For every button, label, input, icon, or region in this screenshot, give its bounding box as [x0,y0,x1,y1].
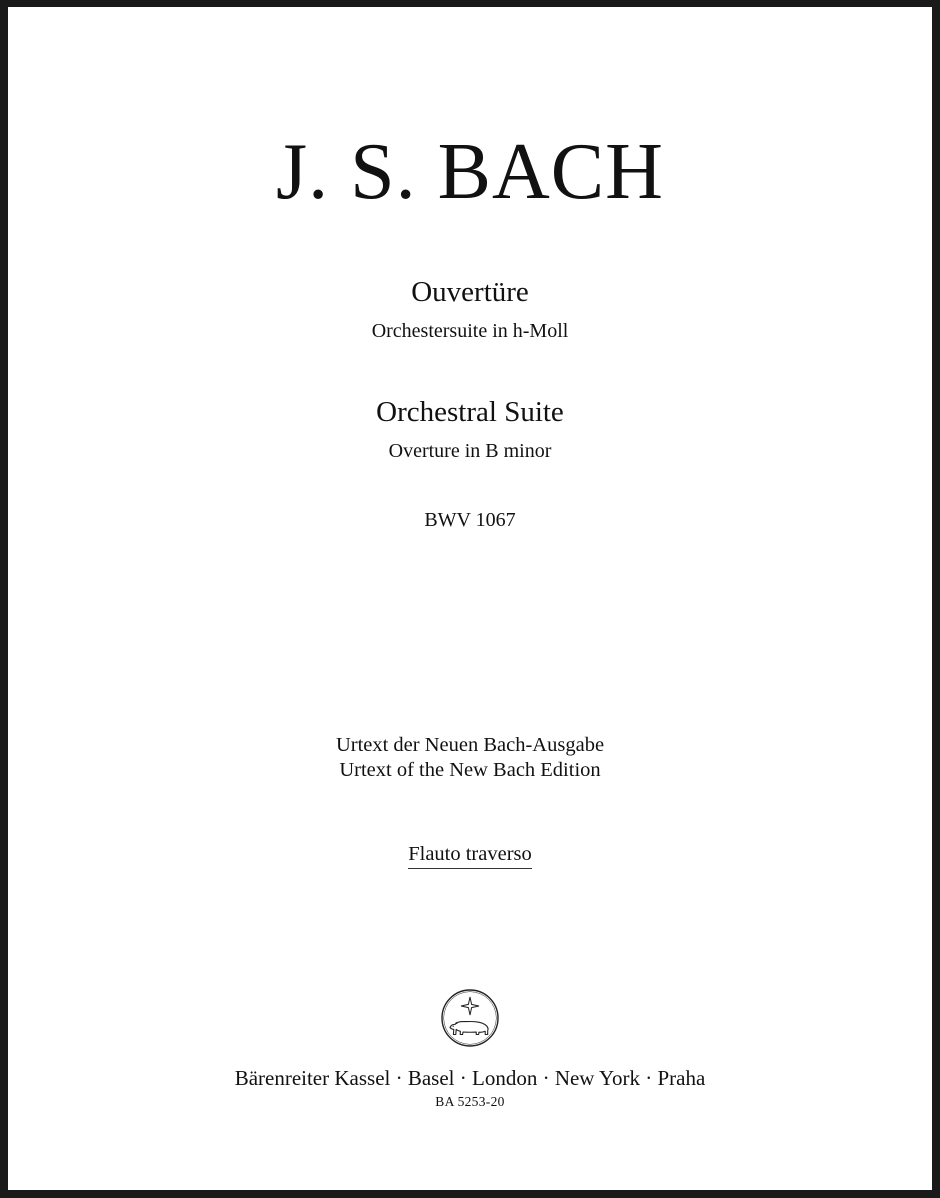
barenreiter-bear-star-icon [440,988,500,1048]
urtext-note-english: Urtext of the New Bach Edition [339,759,601,781]
composer-name: J. S. BACH [276,128,664,216]
title-page [8,7,932,1190]
work-subtitle-english: Overture in B minor [388,440,552,462]
publisher-imprint: Bärenreiter Kassel · Basel · London · New York · Praha [234,1066,706,1090]
work-title-english: Orchestral Suite [376,396,564,428]
work-subtitle-german: Orchestersuite in h-Moll [371,320,569,342]
edition-number: BA 5253-20 [435,1094,505,1109]
work-title-german: Ouvertüre [411,276,529,308]
catalog-number: BWV 1067 [424,509,516,531]
instrument-part-name: Flauto traverso [408,844,532,869]
urtext-note-german: Urtext der Neuen Bach-Ausgabe [335,734,605,756]
instrument-part-label [8,844,932,869]
